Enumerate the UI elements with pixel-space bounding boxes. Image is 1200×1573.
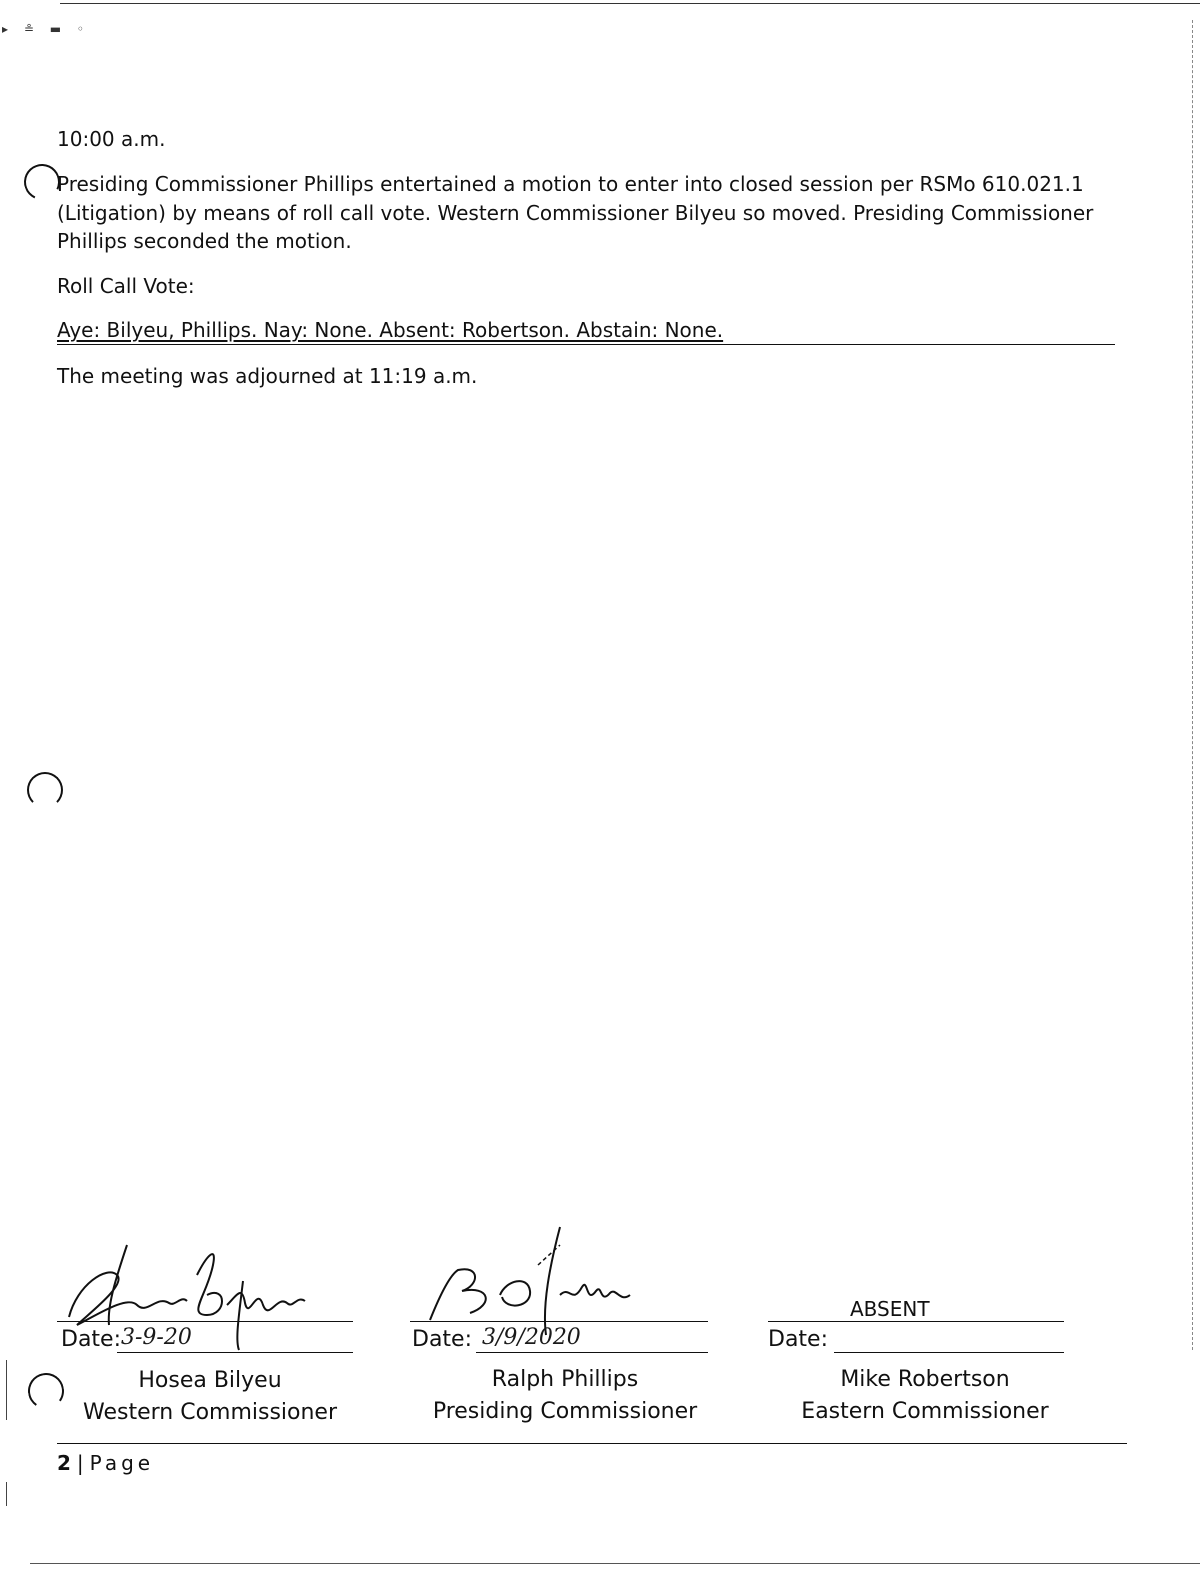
date-label: Date: — [412, 1327, 472, 1352]
signer-name: Ralph Phillips — [491, 1367, 639, 1392]
scan-edge-right — [1192, 20, 1193, 1350]
page-label: Page — [89, 1451, 155, 1475]
footer-rule — [57, 1443, 1127, 1444]
page-footer — [57, 1449, 154, 1477]
date-line — [117, 1352, 353, 1353]
signature-line — [57, 1321, 353, 1322]
scan-edge-top — [60, 3, 1200, 4]
date-line — [834, 1352, 1064, 1353]
page-separator: | — [76, 1451, 84, 1475]
scan-edge-bottom — [30, 1563, 1200, 1564]
date-label: Date: — [768, 1327, 828, 1352]
signer-title: Presiding Commissioner — [432, 1399, 698, 1424]
punch-hole-icon — [27, 772, 63, 808]
date-line — [476, 1352, 708, 1353]
scan-edge-left — [6, 1482, 7, 1506]
date-label: Date: — [61, 1327, 121, 1352]
signature-block-robertson — [768, 1225, 1068, 1435]
signature-block-bilyeu — [57, 1225, 357, 1435]
signature-line — [410, 1321, 708, 1322]
absent-label: ABSENT — [850, 1297, 930, 1321]
motion-paragraph: Presiding Commissioner Phillips entertained a motion to enter into closed session per RSMo 610.021.1 (Litigation) by means of roll call vote. Western Commissioner Bilyeu so moved. Presiding Commissioner Phillips seconded the motion. — [57, 172, 1094, 253]
signature-line — [768, 1321, 1064, 1322]
date-value: 3/9/2020 — [482, 1325, 581, 1350]
signature-block-phillips — [410, 1225, 710, 1435]
date-value: 3-9-20 — [121, 1325, 192, 1350]
signer-name: Mike Robertson — [840, 1367, 1010, 1392]
scan-marks: ▸ ≗ ▬ ◦ — [2, 22, 90, 36]
meeting-time: 10:00 a.m. — [57, 127, 166, 151]
adjournment-text: The meeting was adjourned at 11:19 a.m. — [57, 364, 478, 388]
page-number: 2 — [57, 1451, 71, 1475]
scan-edge-left — [6, 1360, 7, 1420]
vote-result — [57, 316, 1115, 345]
vote-result-text: Aye: Bilyeu, Phillips. Nay: None. Absent: Robertson. Abstain: None. — [57, 318, 724, 342]
signer-name: Hosea Bilyeu — [138, 1368, 282, 1393]
signer-title: Western Commissioner — [82, 1400, 338, 1425]
roll-call-label: Roll Call Vote: — [57, 274, 195, 298]
signer-title: Eastern Commissioner — [801, 1399, 1049, 1424]
